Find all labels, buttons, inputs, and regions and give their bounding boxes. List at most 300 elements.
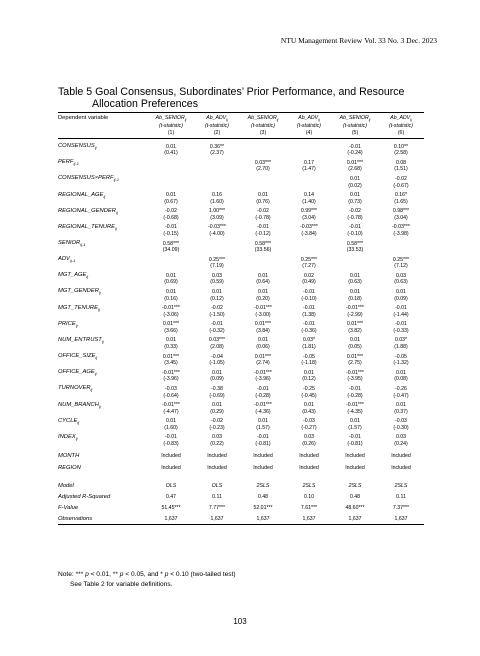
t-statistic-row (58, 199, 424, 208)
coefficient-cell: -0.01*** (254, 369, 272, 376)
coefficient-cell: 0.01 (257, 272, 269, 279)
variable-label: MGT_GENDER (58, 288, 99, 295)
coefficient-cell: 0.01 (303, 402, 315, 409)
t-statistic-row (58, 441, 424, 450)
t-statistic-cell: (-3.95) (347, 376, 363, 383)
coefficient-cell: 0.01 (211, 369, 223, 376)
blank-cell (58, 376, 148, 385)
coefficient-cell: -0.05 (395, 353, 407, 360)
t-statistic-cell: (0.64) (256, 279, 270, 286)
model-statistic-cell: 1,637 (194, 513, 240, 525)
model-statistic-cell: 52.01*** (253, 504, 273, 511)
t-statistic-cell: (-0.27) (301, 424, 317, 431)
t-statistic-cell: (2.74) (256, 360, 270, 367)
t-statistic-cell: (-3.00) (255, 311, 271, 318)
coefficient-cell: -0.01 (165, 434, 177, 441)
t-statistic-cell (240, 263, 286, 272)
column-header-label: Ab_SENIOR (155, 115, 185, 121)
t-statistic-cell: (0.06) (256, 344, 270, 351)
coefficient-cell (194, 240, 240, 247)
t-statistic-cell: (-3.96) (163, 376, 179, 383)
model-statistic-cell: 1,637 (332, 513, 378, 525)
t-statistic-cell (286, 247, 332, 256)
fixed-effect-cell: Included (207, 465, 227, 471)
variable-name (58, 418, 148, 425)
coefficient-row (58, 402, 424, 409)
t-statistic-cell: (-0.32) (209, 327, 225, 334)
t-statistic-cell: (2.70) (256, 166, 270, 173)
model-statistic-name: Observations (58, 513, 148, 525)
coefficient-cell (148, 159, 194, 166)
coefficient-cell: 0.01 (349, 289, 361, 296)
coefficient-cell: 0.25*** (300, 256, 318, 263)
blank-cell (58, 166, 148, 175)
regression-table (58, 112, 424, 525)
column-header-subscript: ij (184, 118, 187, 123)
t-statistic-cell: (-1.32) (393, 360, 409, 367)
variable-name (58, 369, 148, 376)
column-header (332, 113, 378, 124)
variable-name (58, 240, 148, 247)
model-statistic-cell: 1,637 (286, 513, 332, 525)
t-statistic-cell: (0.02) (348, 182, 362, 189)
blank-cell (58, 393, 148, 402)
model-statistic-cell: 0.48 (349, 493, 361, 500)
variable-subscript: ij-1 (80, 242, 86, 248)
t-statistic-cell: (0.49) (302, 279, 316, 286)
t-statistic-row (58, 376, 424, 385)
significance-note (58, 570, 236, 580)
column-header-label: Ab_SENIOR (339, 115, 369, 121)
coefficient-cell: -0.03*** (392, 224, 410, 231)
blank-cell (58, 409, 148, 418)
variable-label: PRICE (58, 320, 76, 327)
t-statistic-cell: (0.24) (394, 441, 408, 447)
coefficient-cell: 0.03*** (254, 159, 272, 166)
t-statistic-cell (194, 166, 240, 175)
coefficient-cell: -0.26 (395, 385, 407, 392)
t-statistic-row (58, 296, 424, 305)
coefficient-cell: -0.02 (349, 208, 361, 215)
model-statistic-name: F-Value (58, 504, 79, 511)
t-statistic-cell: (-0.10) (301, 295, 317, 302)
coefficient-cell: -0.01*** (346, 369, 364, 376)
coefficient-cell: -0.03*** (208, 224, 226, 231)
t-statistic-cell: (-0.64) (163, 392, 179, 399)
t-statistic-cell (286, 183, 332, 192)
blank-cell (58, 263, 148, 272)
coefficient-cell: -0.01 (303, 305, 315, 312)
coefficient-cell: 0.14 (303, 192, 315, 199)
model-statistic-cell: 0.11 (212, 493, 222, 500)
blank-cell (58, 129, 148, 139)
coefficient-cell: -0.03 (395, 418, 407, 425)
variable-name (58, 337, 148, 344)
variable-label: SENIOR (58, 239, 81, 246)
model-statistic-cell: 1,637 (378, 513, 424, 525)
coefficient-cell: 0.98*** (392, 208, 410, 215)
t-statistic-cell: (0.12) (302, 376, 316, 383)
fixed-effect-cell: Included (161, 453, 181, 459)
coefficient-cell: 0.01 (257, 418, 269, 425)
t-statistic-row (58, 360, 424, 369)
model-statistic-row (58, 491, 424, 502)
t-statistic-cell: (0.69) (164, 279, 178, 286)
variable-name (58, 288, 148, 295)
model-statistic-cell: 48.60*** (345, 504, 365, 511)
variable-label: CONSENSUS (58, 143, 95, 150)
coefficient-cell: 0.36** (209, 143, 225, 150)
column-stat-label: (t-statistic) (389, 123, 413, 130)
t-statistic-row (58, 166, 424, 175)
coefficient-row (58, 434, 424, 441)
coefficient-cell (148, 256, 194, 263)
coefficient-cell: 0.01 (165, 192, 177, 199)
coefficient-cell: 0.03 (395, 434, 407, 441)
t-statistic-cell: (-0.78) (347, 214, 363, 221)
column-header-subscript: ij (318, 118, 320, 123)
variable-subscript: ij (90, 387, 93, 393)
definitions-note: See Table 2 for variable definitions. (70, 581, 173, 588)
t-statistic-row (58, 425, 424, 434)
blank-cell (58, 312, 148, 321)
variable-subscript: ij (115, 225, 117, 231)
t-statistic-cell: (-0.30) (393, 424, 409, 431)
coefficient-cell: 0.01*** (254, 321, 272, 328)
coefficient-cell: 0.01*** (254, 353, 272, 360)
coefficient-row (58, 256, 424, 263)
t-statistic-cell: (0.20) (256, 295, 270, 302)
coefficient-cell: -0.01*** (254, 402, 272, 409)
variable-label: NUM_BRANCH (58, 401, 99, 408)
t-statistic-cell: (-0.68) (163, 214, 179, 221)
variable-label: CYCLE (58, 417, 78, 424)
coefficient-cell: 0.01 (165, 289, 177, 296)
variable-name (58, 321, 148, 328)
blank-cell (58, 279, 148, 288)
variable-name (58, 192, 148, 199)
variable-label: REGIONAL_TENURE (58, 223, 116, 230)
coefficient-cell: 0.01 (165, 418, 177, 425)
coefficient-cell: -0.01 (257, 385, 269, 392)
coefficient-row (58, 321, 424, 328)
coefficient-cell: -0.01 (211, 321, 223, 328)
t-statistic-cell: (0.05) (348, 344, 362, 351)
model-statistic-cell: OLS (211, 482, 223, 489)
t-statistic-cell: (0.33) (164, 344, 178, 351)
t-statistic-cell (194, 183, 240, 192)
coefficient-cell: -0.04 (211, 353, 223, 360)
variable-label: OFFICE_SIZE (58, 353, 96, 360)
coefficient-cell (240, 175, 286, 182)
column-number: (5) (332, 129, 378, 139)
t-statistic-cell (240, 183, 286, 192)
coefficient-cell: -0.25 (303, 385, 315, 392)
coefficient-cell: 0.01 (257, 337, 269, 344)
coefficient-cell: 0.03 (303, 434, 315, 441)
t-statistic-cell: (7.12) (394, 263, 408, 270)
coefficient-cell: -0.38 (211, 385, 223, 392)
t-statistic-cell: (3.66) (164, 327, 178, 334)
coefficient-cell: 0.58*** (162, 240, 180, 247)
model-statistic-cell: 0.47 (165, 493, 177, 500)
variable-subscript: ij (94, 145, 97, 151)
model-statistic-cell: 2SLS (348, 482, 362, 489)
model-statistic-cell: 7.37*** (392, 504, 410, 511)
t-statistic-cell: (0.63) (348, 279, 362, 286)
t-statistic-row (58, 393, 424, 402)
t-statistic-cell: (0.59) (210, 279, 224, 286)
t-statistic-cell: (3.09) (210, 214, 224, 221)
column-stat-label: (t-statistic) (159, 123, 183, 130)
coefficient-cell: 0.01*** (162, 321, 180, 328)
coefficient-row (58, 240, 424, 247)
fixed-effect-cell: Included (299, 465, 319, 471)
coefficient-row (58, 353, 424, 360)
t-statistic-cell: (0.37) (394, 408, 408, 415)
coefficient-cell: 0.01*** (346, 159, 364, 166)
journal-name: NTU Management Review (280, 36, 363, 45)
t-statistic-cell: (-1.44) (393, 311, 409, 318)
coefficient-row (58, 143, 424, 150)
coefficient-cell: 0.01 (211, 402, 223, 409)
coefficient-cell: -0.01*** (162, 305, 180, 312)
coefficient-cell: -0.01 (349, 143, 361, 150)
column-number: (6) (378, 129, 424, 139)
coefficient-cell: 0.01 (349, 337, 361, 344)
variable-label: REGIONAL_GENDER (58, 207, 116, 214)
variable-subscript: ij-1 (113, 177, 119, 183)
model-statistic-cell: 7.61*** (300, 504, 318, 511)
fixed-effect-cell: Included (253, 453, 273, 459)
variable-subscript: ij (115, 209, 118, 215)
t-statistic-cell: (-0.78) (255, 214, 271, 221)
model-statistic-cell: 2SLS (256, 482, 270, 489)
coefficient-cell: -0.02 (165, 208, 177, 215)
variable-subscript: ij (94, 371, 97, 377)
t-statistic-cell: (0.29) (210, 408, 224, 415)
coefficient-cell: 0.25*** (208, 256, 226, 263)
coefficient-cell: 0.02 (303, 272, 315, 279)
variable-label: CONSENSUS×PERF (58, 175, 114, 182)
fixed-effect-cell: Included (161, 465, 181, 471)
t-statistic-cell: (2.58) (394, 150, 408, 157)
t-statistic-cell: (2.08) (210, 344, 224, 351)
variable-subscript: ij-1 (73, 161, 79, 167)
model-statistic-name: Adjusted R-Squared (58, 493, 111, 500)
coefficient-cell: 0.01 (165, 143, 177, 150)
coefficient-cell: 0.01 (257, 289, 269, 296)
t-statistic-cell: (-2.99) (347, 311, 363, 318)
coefficient-cell: 0.03 (395, 272, 407, 279)
coefficient-cell: 0.01 (349, 418, 361, 425)
coefficient-cell (240, 143, 286, 150)
fixed-effect-cell: Included (345, 465, 365, 471)
coefficient-cell (194, 175, 240, 182)
variable-label: MGT_TENURE (58, 304, 98, 311)
blank-cell (58, 215, 148, 224)
t-statistic-row (58, 183, 424, 192)
blank-cell (58, 441, 148, 450)
t-statistic-cell: (-4.00) (209, 230, 225, 237)
coefficient-row (58, 272, 424, 279)
t-statistic-cell: (-0.45) (301, 392, 317, 399)
coefficient-row (58, 192, 424, 199)
t-statistic-cell: (-0.28) (347, 392, 363, 399)
coefficient-cell: 0.03 (211, 272, 223, 279)
coefficient-cell: 0.01 (395, 402, 407, 409)
blank-cell (58, 296, 148, 305)
model-statistic-cell: 1,637 (240, 513, 286, 525)
t-statistic-cell: (1.40) (302, 198, 316, 205)
variable-subscript: ij (95, 355, 98, 361)
t-statistic-cell (148, 263, 194, 272)
t-statistic-cell: (1.60) (164, 424, 178, 431)
t-statistic-cell: (-0.23) (209, 424, 225, 431)
t-statistic-cell: (0.16) (164, 295, 178, 302)
t-statistic-cell: (-3.84) (301, 230, 317, 237)
coefficient-cell: 0.03*** (208, 337, 226, 344)
coefficient-row (58, 224, 424, 231)
column-header-label: Ab_ADV (298, 115, 319, 121)
variable-label: INDEX (58, 433, 76, 440)
coefficient-cell: -0.01 (349, 385, 361, 392)
table-title-line1: Table 5 Goal Consensus, Subordinates’ Prior Performance, and Resource (58, 86, 405, 98)
variable-label: REGIONAL_AGE (58, 191, 104, 198)
column-header-subscript: ij (410, 118, 412, 123)
t-statistic-cell: (0.22) (210, 441, 224, 447)
t-statistic-cell: (0.26) (302, 441, 316, 447)
model-statistic-row (58, 502, 424, 513)
page-number: 103 (233, 617, 247, 626)
fixed-effect-row (58, 462, 424, 474)
coefficient-cell: -0.01*** (254, 305, 272, 312)
t-statistic-cell: (0.09) (394, 295, 408, 302)
model-statistic-cell: 1,637 (148, 513, 194, 525)
coefficient-cell: -0.01 (257, 434, 269, 441)
coefficient-cell: -0.03 (165, 385, 177, 392)
t-statistic-cell: (-0.69) (209, 392, 225, 399)
variable-subscript: ij (97, 306, 100, 312)
variable-subscript: ij (101, 339, 104, 345)
blank-cell (58, 328, 148, 337)
coefficient-row (58, 418, 424, 425)
table-title-line2: Allocation Preferences (92, 98, 198, 110)
t-statistic-row (58, 328, 424, 337)
coefficient-cell: -0.03 (303, 418, 315, 425)
coefficient-cell: 0.01*** (162, 353, 180, 360)
coefficient-cell: -0.01 (349, 224, 361, 231)
coefficient-cell: 0.01 (257, 192, 269, 199)
coefficient-cell: -0.05 (303, 353, 315, 360)
variable-subscript: ij (75, 436, 78, 441)
column-stat-label: (t-statistic) (343, 123, 367, 130)
coefficient-cell (286, 143, 332, 150)
coefficient-row (58, 385, 424, 392)
journal-volume: Vol. 33 No. 3 Dec. 2023 (364, 36, 437, 45)
coefficient-cell: 0.03* (302, 337, 316, 344)
coefficient-cell: -0.01*** (346, 402, 364, 409)
column-header (286, 113, 332, 124)
fixed-effect-row (58, 450, 424, 462)
t-statistic-cell: (-3.96) (255, 376, 271, 383)
blank-cell (58, 231, 148, 240)
variable-name (58, 208, 148, 215)
column-number: (3) (240, 129, 286, 139)
coefficient-cell: -0.01 (303, 321, 315, 328)
model-statistic-row (58, 480, 424, 491)
coefficient-cell: 0.01 (395, 369, 407, 376)
dependent-variable-label: Dependent variable (58, 115, 109, 122)
coefficient-cell (378, 240, 424, 247)
t-statistic-cell: (-0.81) (255, 441, 271, 447)
t-statistic-cell: (0.08) (394, 376, 408, 383)
coefficient-cell: -0.03*** (300, 224, 318, 231)
t-statistic-row (58, 279, 424, 288)
coefficient-cell: 0.01 (303, 369, 315, 376)
t-statistic-row (58, 231, 424, 240)
column-header-subscript: ij (368, 118, 371, 123)
t-statistic-cell: (2.75) (348, 360, 362, 367)
coefficient-row (58, 175, 424, 182)
variable-name (58, 353, 148, 360)
fixed-effect-cell: Included (207, 453, 227, 459)
t-statistic-row (58, 215, 424, 224)
coefficient-cell: 0.58*** (346, 240, 364, 247)
coefficient-cell: 0.03 (211, 434, 223, 441)
t-statistic-cell (378, 247, 424, 256)
t-statistic-cell: (3.84) (256, 327, 270, 334)
coefficient-cell: 0.16* (394, 192, 408, 199)
t-statistic-cell: (3.04) (302, 214, 316, 221)
t-statistic-cell: (0.18) (348, 295, 362, 302)
coefficient-cell: -0.02 (211, 305, 223, 312)
t-statistic-cell: (0.63) (394, 279, 408, 286)
coefficient-cell: -0.01*** (162, 402, 180, 409)
coefficient-cell: 0.17 (303, 159, 315, 166)
coefficient-cell (148, 175, 194, 182)
column-header-subscript: ij (226, 118, 228, 123)
coefficient-cell: -0.01 (349, 434, 361, 441)
t-statistic-cell: (1.81) (302, 344, 316, 351)
t-statistic-cell: (7.27) (302, 263, 316, 270)
coefficient-cell (332, 256, 378, 263)
blank-cell (58, 247, 148, 256)
coefficient-cell: 0.03* (394, 337, 408, 344)
t-statistic-cell (286, 150, 332, 159)
column-number: (1) (148, 129, 194, 139)
t-statistic-cell (148, 183, 194, 192)
t-statistic-row (58, 150, 424, 159)
t-statistic-cell: (-0.24) (347, 150, 363, 157)
t-statistic-row (58, 247, 424, 256)
blank-cell (58, 199, 148, 208)
column-number: (2) (194, 129, 240, 139)
t-statistic-cell: (-0.15) (163, 230, 179, 237)
coefficient-cell: -0.02 (395, 175, 407, 182)
column-header (148, 113, 194, 124)
variable-name (58, 159, 148, 166)
t-statistic-cell: (2.68) (348, 166, 362, 173)
variable-subscript: ij (77, 419, 80, 425)
t-statistic-cell: (3.82) (348, 327, 362, 334)
t-statistic-cell: (7.19) (210, 263, 224, 270)
model-statistic-cell: 0.10 (303, 493, 315, 500)
t-statistic-cell: (3.45) (164, 360, 178, 367)
t-statistic-cell: (-3.98) (393, 230, 409, 237)
t-statistic-cell: (1.38) (302, 311, 316, 318)
t-statistic-cell (240, 150, 286, 159)
